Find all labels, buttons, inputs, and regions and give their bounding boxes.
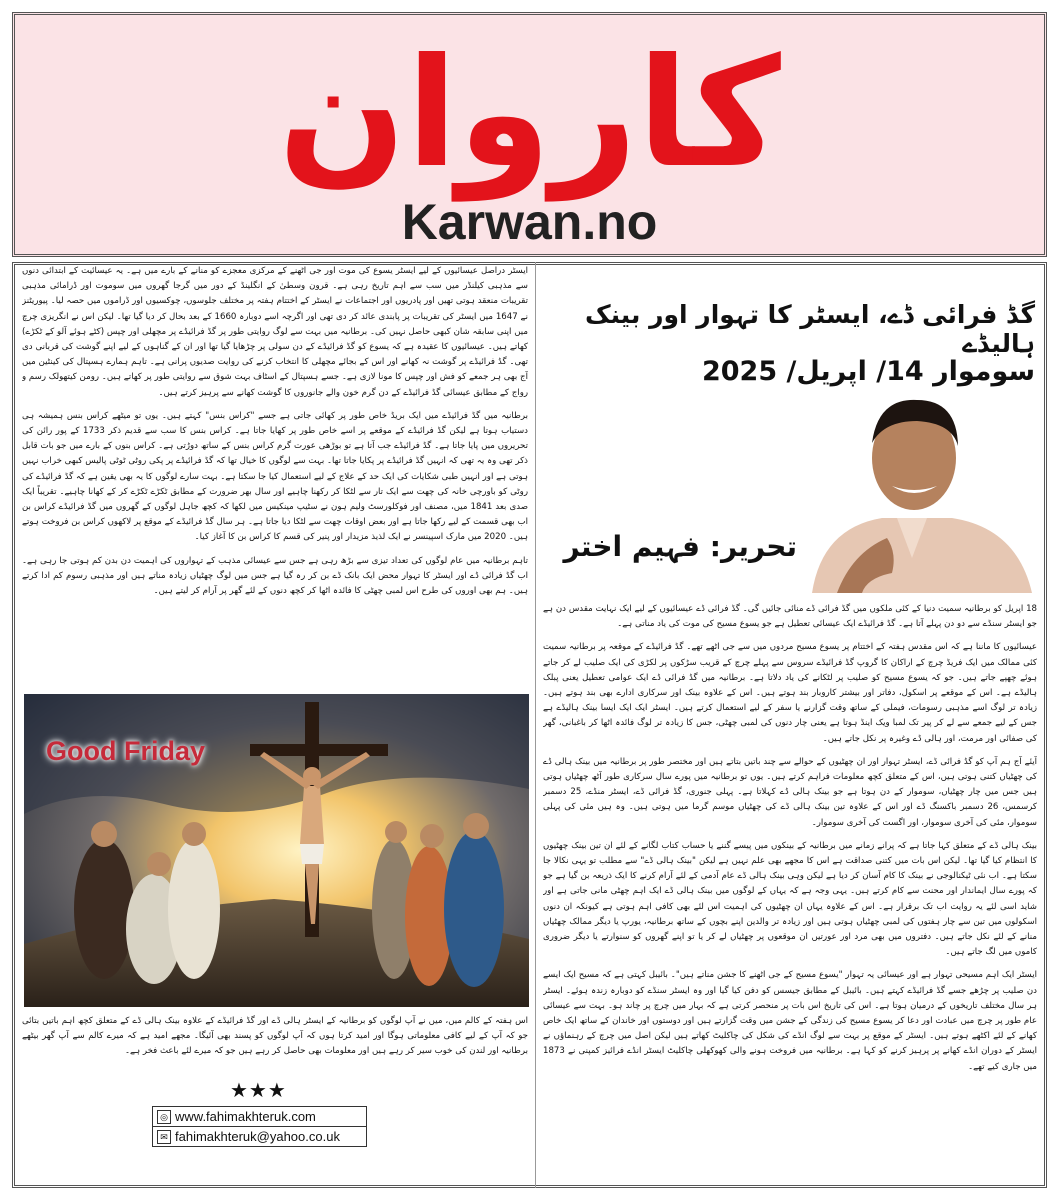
left-paragraph: ایسٹر دراصل عیسائیوں کے لیے ایسٹر یسوع کی موت اور جی اٹھنے کے مرکزی معجزے کو منانے کے بارے میں ہے۔ یہ عیسائیت کے ابتدائی دنوں سے مذہبی کیلنڈر میں سب سے اہم تاریخ رہی ہے۔ قرون وسطیٰ کے انگلینڈ کے دور میں گرجا گھروں میں سوموت اور ڈرامائی مذہبی تقریبات منعقد ہوتی تھیں اور پادریوں اور اجتماعات نے ایسٹر کے اختتام ہفتہ پر مختلف جلوسوں، چوکسیوں اور ڈراموں میں حصہ لیا۔ پیوریٹنز نے 1647 میں ایسٹر کی تقریبات پر پابندی عائد کر دی تھی اور اگرچہ اسے دوبارہ 1660 کے بعد بحال کر دیا گیا تھا۔ لیکن اس نے انگریزی چرچ میں اپنی سابقہ شان کبھی حاصل نہیں کی۔ برطانیہ میں بہت سے لوگ روایتی طور پر گڈ فرائیڈے پر مچھلی اور چپس (کٹے ہوئے آلو کے ٹکڑے) کھاتے ہیں۔ عیسائیوں کا عقیدہ ہے کہ یسوع کو گڈ فرائیڈے کے دن سولی پر چڑھایا گیا تھا اور ان کے گناہوں کے لیے اپنے گوشت کی قربانی دی تھی۔ گڈ فرائیڈے پر گوشت نہ کھانے اور اس کے بجائے مچھلی کا انتخاب کرنے کی روایت صدیوں پرانی ہے۔ تاہم ہمارے ہسپتال کی کینٹین میں آج بھی ہر جمعے کو فش اور چپس کا مونا لازی ہے۔ جسے ہسپتال کے اسٹاف بہت شوق سے روایتی طور پر کھاتے ہیں۔ رومن کیتھولک رسم و رواج کے مطابق عیسائی گڈ فرائیڈے کے دن گرم خون والے جانوروں کا گوشت کھانے سے پرہیز کرتے ہیں۔ bbox=[22, 266, 528, 398]
right-column-text bbox=[543, 602, 1037, 1186]
masthead bbox=[12, 12, 1047, 257]
website-link[interactable]: www.fahimakhteruk.com bbox=[175, 1109, 316, 1124]
right-paragraph: آیئے آج ہم آپ کو گڈ فرائی ڈے، ایسٹر تہوار اور ان چھٹیوں کے حوالے سے چند باتیں بتاتے ہیں اور مختصر طور پر برطانیہ میں بینک ہالی ڈے کی چھٹیاں کتنی ہوتی ہیں، اس کے متعلق کچھ معلومات فراہم کرتے ہیں۔ یوں تو برطانیہ میں پورے سال سرکاری طور آٹھ چھٹیاں ہوتی ہیں جس میں چار چھٹیاں، سوموار کے دن ہوتا ہے جو بینک ہالی ڈے کہلاتا ہے۔ پہلی جنوری، گڈ فرائی ڈے، ایسٹر منڈے، 25 دسمبر کرسمس، 26 دسمبر باکسنگ ڈے اور اس کے علاوہ تین بینک ہالی ڈے کی چھٹیاں موسم گرما میں ہوتی ہیں۔ وہ ہیں مئی کی پہلی سوموار، مئی کی آخری سوموار، اور اگست کی آخری سوموار۔ bbox=[543, 756, 1037, 828]
globe-icon: ◎ bbox=[157, 1110, 171, 1124]
good-friday-illustration bbox=[24, 694, 529, 1007]
article-date: سوموار 14/ اپریل/ 2025 bbox=[701, 356, 1035, 387]
article-byline: تحریر: فہیم اختر bbox=[563, 530, 797, 563]
left-paragraph: تاہم برطانیہ میں عام لوگوں کی تعداد تیزی سے بڑھ رہی ہے جس سے عیسائی مذہب کے تہواروں کی اہمیت دن بدن کم ہوتی جا رہی ہے۔ اب گڈ فرائی ڈے اور ایسٹر کا تہوار محض ایک بانک ڈے بن کر رہ گیا ہے جس میں لوگ چھٹیاں زیادہ مناتے ہیں اور مذہبی رسوم کم ادا کرتے ہیں۔ ہم بھی اوروں کی طرح اس لمبی چھٹی کا فائدہ اٹھا کر کچھ دنوں کے لئے گھر پر آرام کر لیتے ہیں۔ bbox=[22, 555, 528, 597]
right-paragraph: بینک ہالی ڈے کے متعلق کہا جاتا ہے کہ پرانے زمانے میں برطانیہ کے بینکوں میں پیسے گننے یا حساب کتاب لگانے کے لئے ان تین بینک چھٹیوں کا انتظام کیا گیا تھا۔ لیکن اس بات میں کتنی صداقت ہے اس کا مجھے بھی علم نہیں ہے لیکن "بینک ہالی ڈے" سے مطلب تو یہی نکالا جا سکتا ہے۔ اب نئی ٹیکنالوجی نے بینک کا کام آسان کر دیا ہے لیکن وہی بینک ہالی ڈے عام آدمی کے لئے آرام کرنے کا ایک ذریعہ بن گیا ہے جو کہ پورے سال ایماندار اور محنت سے کام کرتے ہیں۔ یہی وجہ ہے کہ یہاں کے لوگوں میں بینک ہالی ڈے ایک اہم چھٹی مانی جاتی ہے اور شاید اسی لئے یہ روایت اب تک برقرار ہے۔ اس کے علاوہ یہاں ان چھٹیوں کی اہمیت اس لئے بھی کافی اہم ہوتی ہے کیونکہ ان دنوں اسکولوں میں تین سے چار ہفتوں کی لمبی چھٹیاں ہوتی ہیں اور زیادہ تر والدین اپنے بچوں کے ساتھ برطانیہ، یورپ یا دیگر ممالک چھٹیاں منانے کے لئے نکل جاتے ہیں۔ دفتروں میں بھی مرد اور عورتیں ان موقعوں پر چھٹیاں لے کر یا تو اپنے گھروں کو سنوارتے یا دیگر ضروری کاموں میں لگ جاتے ہیں۔ bbox=[543, 840, 1037, 958]
closing-paragraph: اس ہفتہ کے کالم میں، میں نے آپ لوگوں کو برطانیہ کے ایسٹر ہالی ڈے اور گڈ فرائیڈے کے علاوہ بینک ہالی ڈے کے متعلق کچھ اہم باتیں بتائی جو کہ آپ کے لیے کافی معلوماتی ہوگا اور امید کرتا ہوں کہ آپ لوگوں کو پسند بھی آئیگا۔ مجھے امید ہے کہ میرے کالم سے آپ گھر بیٹھے برطانیہ اور لندن کی خوب سیر کر رہے ہیں اور معلومات بھی حاصل کر رہے ہیں جو کہ میرے لئے باعث فخر ہے۔ bbox=[22, 1016, 528, 1057]
author-portrait-image bbox=[792, 388, 1040, 593]
masthead-logo-urdu: کاروان bbox=[278, 27, 781, 201]
right-paragraph: ایسٹر ایک اہم مسیحی تہوار ہے اور عیسائی یہ تہوار "یسوع مسیح کے جی اٹھنے کا جشن مناتے ہیں"۔ بائیبل کہتی ہے کہ مسیح ایک ایسے دن صلیب پر چڑھے جسے گڈ فرائیڈے کہتے ہیں۔ بائیبل کے مطابق جیسس کو دفن کیا گیا اور وہ ایسٹر سنڈے کو دوبارہ زندہ ہوئے۔ ایسٹر ہر سال مختلف تاریخوں کے درمیان ہوتا ہے۔ اس کی تاریخ اس بات پر منحصر کرتی ہے کہ بہار میں چرچ پر چاند ہو۔ بہت سے عیسائی عام طور پر چرچ میں عبادت اور دعا کر یسوع مسیح کی زندگی کے جشن میں وقت گزارتے ہیں اور دوستوں اور خاندان کے ساتھ ایک خاص کھانے کے لئے اکٹھے ہوتے ہیں۔ ایسٹر کے موقع پر بہت سے لوگ انڈے کی شکل کی چاکلیٹ کھاتے ہیں لیکن اصل میں چرچ کے رہنماؤں نے ایسٹر کے دوران انڈے کھانے پر پرہیز کرنے کو کہا ہے۔ برطانیہ میں فروخت ہونے والی کھوکھلی چاکلیٹ ایسٹر انڈے فرائیز کمپنی نے 1873 میں جاری کیے تھے۔ bbox=[543, 970, 1037, 1072]
email-icon: ✉ bbox=[157, 1130, 171, 1144]
star-divider: ★★★ bbox=[230, 1078, 287, 1102]
email-row[interactable] bbox=[153, 1126, 366, 1146]
good-friday-label: Good Friday bbox=[46, 736, 206, 766]
author-photo bbox=[792, 388, 1040, 593]
right-paragraph: 18 اپریل کو برطانیہ سمیت دنیا کے کئی ملکوں میں گڈ فرائی ڈے منائی جائیں گی۔ گڈ فرائی ڈے عیسائیوں کے لیے ایک نہایت مقدس دن ہے جو ایسٹر سنڈے سے دو دن پہلے آتا ہے۔ گڈ فرائیڈے ایک عیسائی تعطیل ہے جو یسوع مسیح کی موت کی یاد مناتی ہے۔ bbox=[543, 604, 1037, 630]
right-paragraph: عیسائیوں کا ماننا ہے کہ اس مقدس ہفتہ کے اختتام پر یسوع مسیح مردوں میں سے جی اٹھے تھے۔ گڈ فرائیڈے کے موقعہ پر برطانیہ سمیت کئی ممالک میں ایک فریڈ چرچ کے اراکان کا گروپ گڈ فرائیڈے سروس سے پہلے چرچ کے قریب سڑکوں پر لکڑی کی ایک صلیب لے کر جاتے ہوئے چھپے جاتے ہیں۔ جو کہ یسوع مسیح کو صلیب پر لٹکانے کی یاد دلاتا ہے۔ برطانیہ میں گڈ فرائی ڈے ایک عوامی تعطیل یعنی پبلک ہالیڈے ہے۔ اس کے موقعے پر اسکول، دفاتر اور بیشتر کاروبار بند ہوتے ہیں۔ اس کے علاوہ بینک اور سرکاری ادارے بھی بند ہوتے ہیں۔ زیادہ تر لوگ اسے مذہبی رسومات، فیملی کے ساتھ وقت گزارنے یا سفر کے لیے استعمال کرتے ہیں۔ ایسٹر ایک ایک ایسا بینک ہالیڈے ہے جس کے لیے جمعے سے لے کر پیر تک لمبا ویک اینڈ ہوتا ہے یعنی چار دنوں کی لمبی چھٹی، جس کا زیادہ تر لوگ فائدہ اٹھا کر باغبانی، گھر کی صفائی اور مرمت، اور ہالی ڈے وغیرہ پر نکل جاتے ہیں۔ bbox=[543, 642, 1037, 744]
contact-box bbox=[152, 1106, 367, 1147]
masthead-logo-latin: Karwan.no bbox=[401, 194, 658, 250]
email-link[interactable]: fahimakhteruk@yahoo.co.uk bbox=[175, 1129, 340, 1144]
article-headline: گڈ فرائی ڈے، ایسٹر کا تہوار اور بینک ہالیڈے bbox=[585, 300, 1035, 358]
website-row[interactable] bbox=[153, 1107, 366, 1126]
column-divider bbox=[535, 262, 536, 1188]
left-paragraph: برطانیہ میں گڈ فرائیڈے میں ایک بریڈ خاص طور پر کھائی جاتی ہے جسے "کراس بنس" کہتے ہیں۔ یوں تو میٹھے کراس بنس ہمیشہ ہی دستیاب ہوتا ہے لیکن گڈ فرائیڈے کے موقعے پر اسے خاص طور پر کھایا جاتا ہے۔ کراس بنس کا سب سے قدیم ذکر 1733 کے پور رائن کی تحریروں میں پایا جاتا ہے۔ گڈ فرائیڈے جب آتا ہے تو بوڑھی عورت گرم کراس بنس کے ساتھ دوڑتی ہے۔ کراس بنوں کے بارے میں جو بات قابل ذکر تھی وہ یہ تھی کہ انہیں گڈ فرائیڈے پر پکایا جاتا تھا۔ بہت سے لوگوں کا خیال تھا کہ گڈ فرائیڈے پر پکی روٹی ٹوٹی پالیس کبھی خراب نہیں ہوتی ہے اور انہیں طبی شکایات کی ایک حد کے علاج کے لیے استعمال کیا جا سکتا ہے۔ بہت سارے لوگوں کا یہ بھی یقین ہے کہ گڈ فرائیڈے کی روٹی کو باورچی خانہ کی چھت سے ایک تار سے لٹکا کر رکھنا چاہیے اور سال بھر ضرورت کے مطابق ٹکڑے ٹکڑے کر کے کھانا چاہیے۔ تقریباً ایک صدی بعد 1841 میں، مصنف اور فوکلورسٹ ولیم ہون نے سٹیپ مینکیس میں لکھا کہ کچھ جاہل لوگوں کے گھروں میں گڈ فرائیڈے کراس بن اب بھی قسمت کے لیے رکھا جاتا ہے اور بعض اوقات چھت سے لٹکا دیا جاتا ہے۔ ہر سال گڈ فرائیڈے کے موقع پر لاکھوں کراس بن فروخت ہوتے ہیں۔ 2020 میں مارک اسپینسر نے ایک لذیذ مزیدار اور پنیر کی قسم کا کراس بن کا آغاز کیا۔ bbox=[22, 410, 528, 543]
left-column-text bbox=[22, 264, 528, 690]
